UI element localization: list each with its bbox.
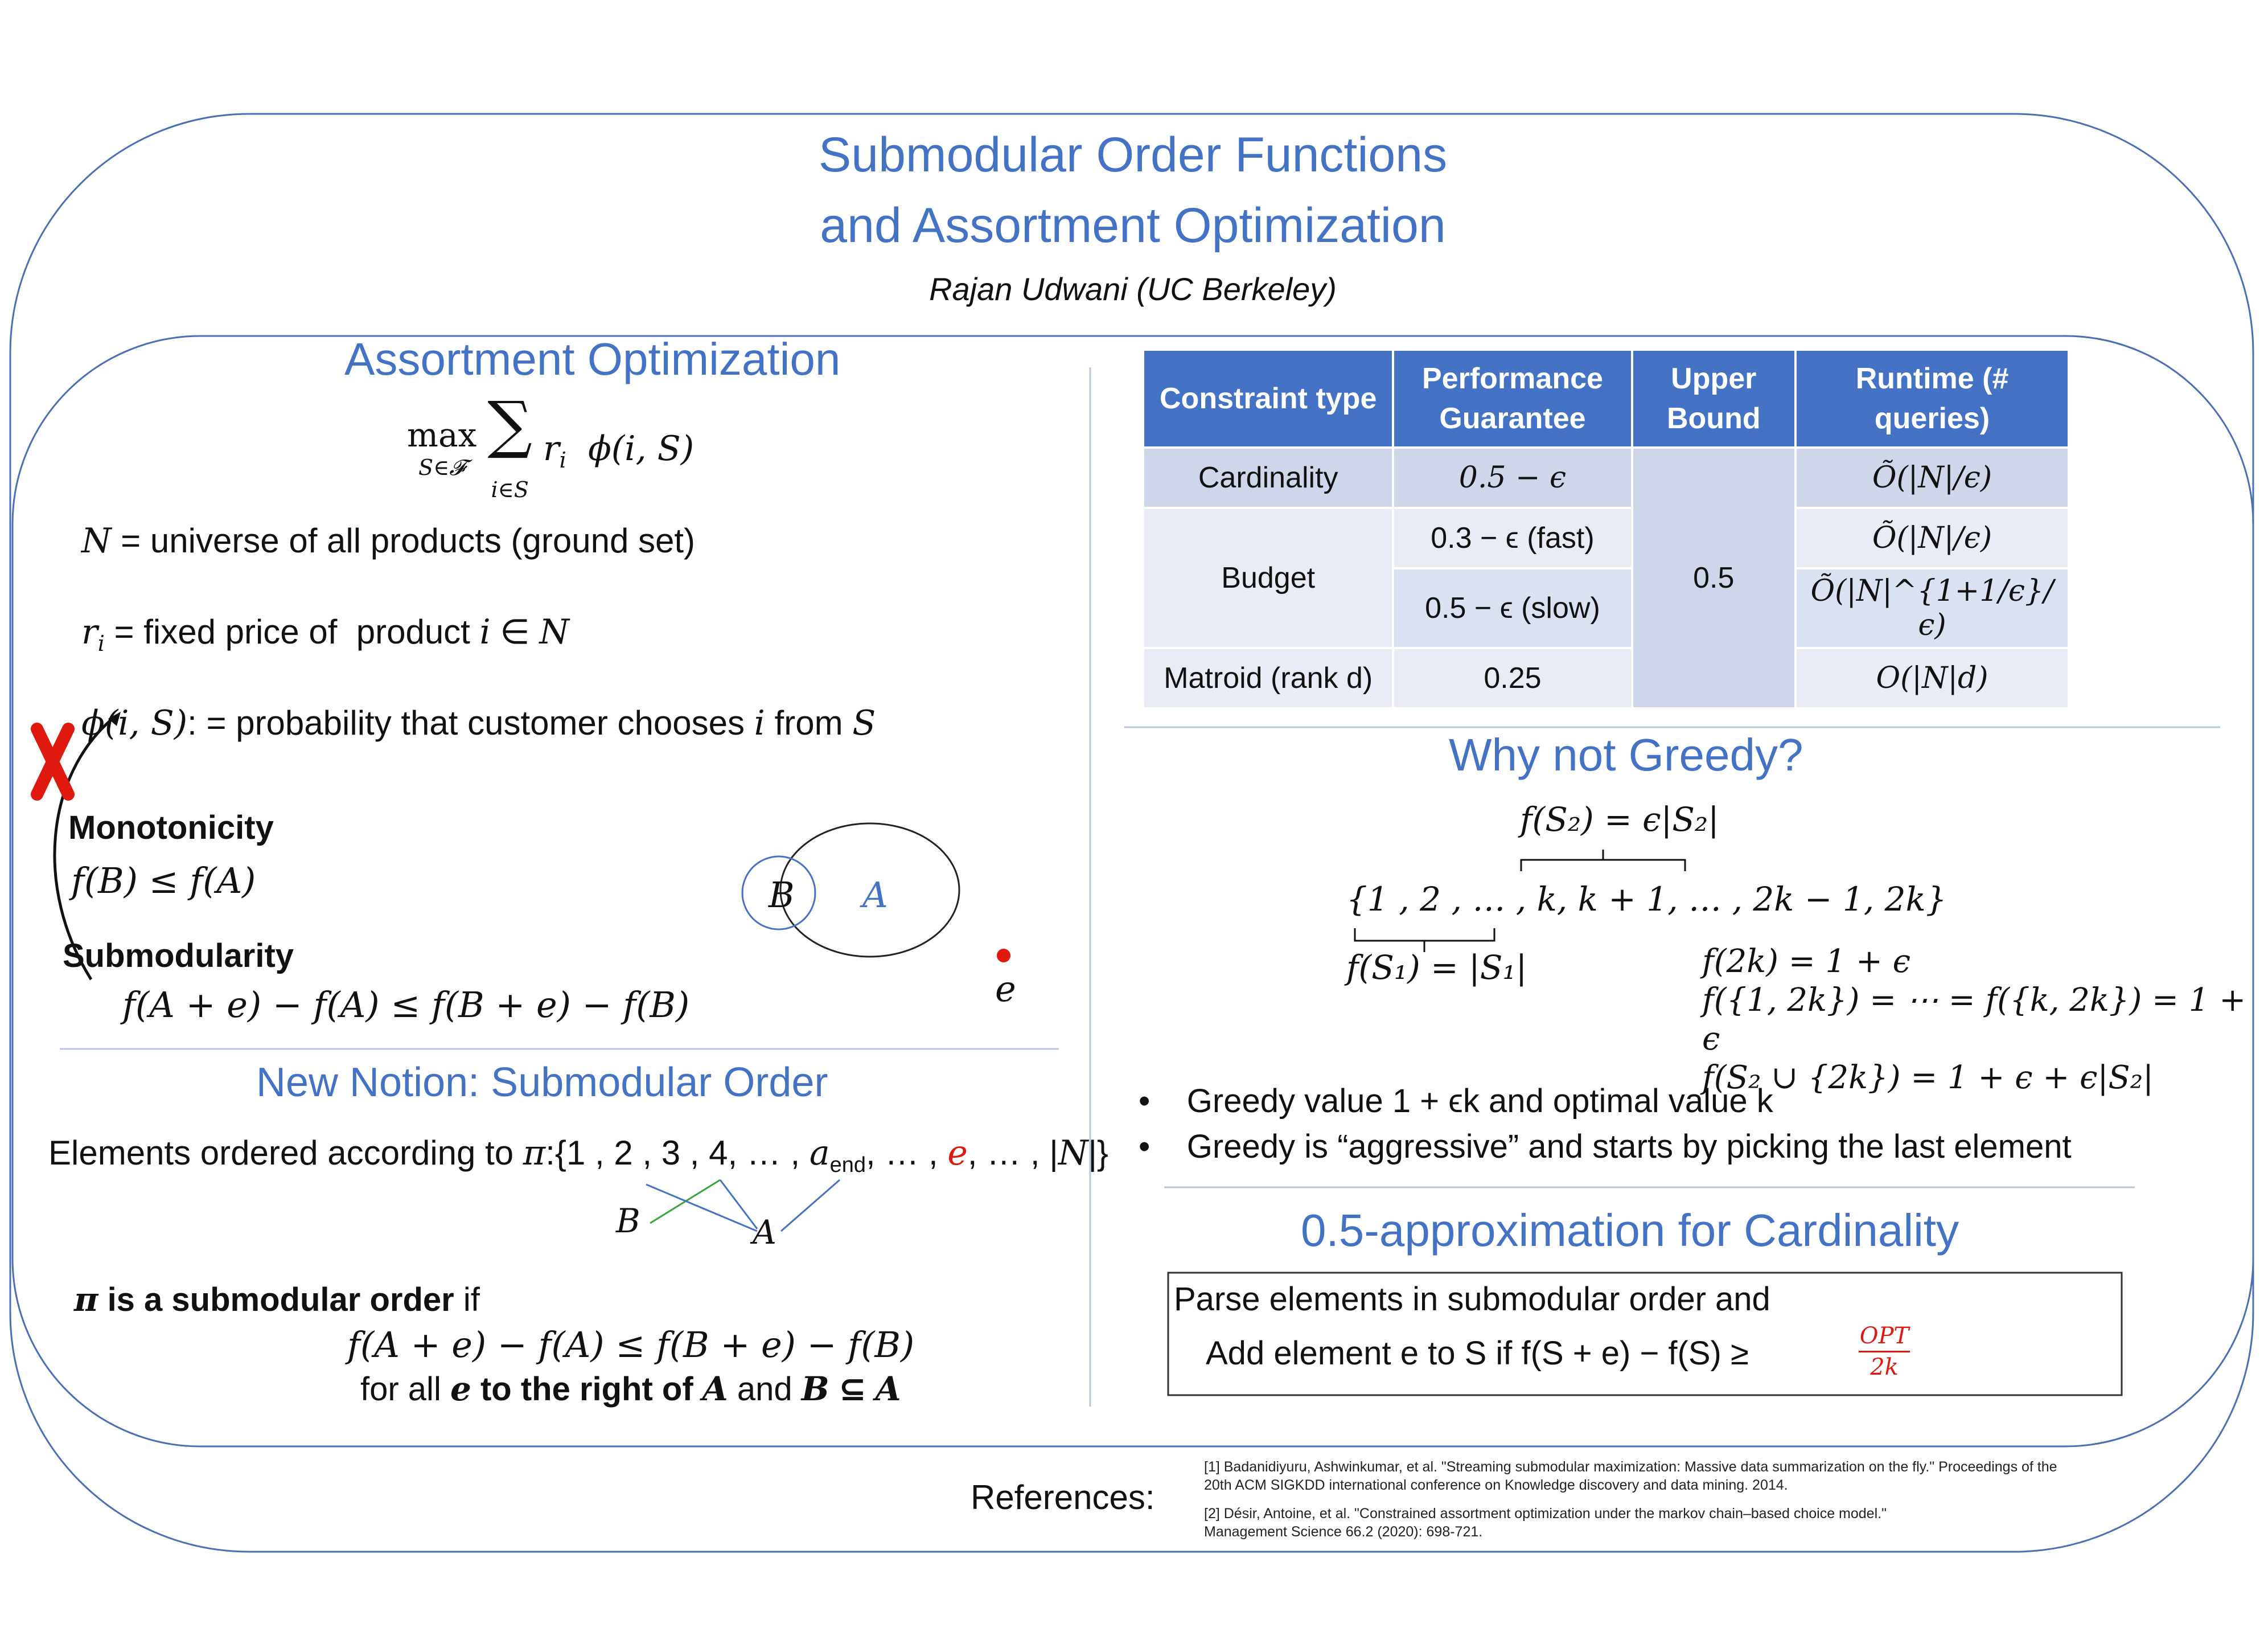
- approx-fraction: [1859, 1321, 1910, 1382]
- table-row: [1143, 448, 2069, 508]
- header-guarantee: Performance Guarantee: [1393, 350, 1632, 448]
- cell-guarantee: 0.3 − ϵ (fast): [1393, 508, 1632, 568]
- submodular-order-def-label: π is a submodular order if: [74, 1280, 480, 1319]
- approx-line-1: Parse elements in submodular order and: [1174, 1281, 1770, 1318]
- table-row: [1143, 508, 2069, 568]
- greedy-eq-3: f(S₂ ∪ {2k}) = 1 + ϵ + ϵ|S₂|: [1702, 1059, 2154, 1096]
- poster-title: [683, 120, 1583, 261]
- venn-label-a: A: [862, 874, 888, 916]
- cell-constraint: Matroid (rank d): [1143, 648, 1393, 708]
- references-label: References:: [971, 1478, 1155, 1516]
- assortment-heading: Assortment Optimization: [344, 334, 841, 384]
- submodular-order-heading: New Notion: Submodular Order: [256, 1060, 828, 1105]
- fraction-numerator: OPT: [1859, 1321, 1910, 1352]
- red-x-icon: [37, 729, 68, 794]
- submodular-order-condition: for all e to the right of A and B ⊆ A: [360, 1370, 901, 1408]
- reference-1: [1] Badanidiyuru, Ashwinkumar, et al. "Streaming submodular maximization: Massive data summarization on the fly." Proceedings of the 20th ACM SIGKDD international conference on Knowledge discovery and data mining. 2014.: [1204, 1459, 2057, 1493]
- greedy-s2-label: f(S₂) = ϵ|S₂|: [1520, 800, 1719, 839]
- greedy-sequence: {1 , 2 , … , k, k + 1, … , 2k − 1, 2k}: [1346, 880, 1947, 919]
- submodular-order-formula: f(A + e) − f(A) ≤ f(B + e) − f(B): [347, 1324, 915, 1366]
- def-probability: ϕ(i, S): = probability that customer chooses i from S: [81, 703, 876, 743]
- cell-upper-bound: 0.5: [1632, 448, 1796, 708]
- approx-heading: 0.5-approximation for Cardinality: [1301, 1205, 1959, 1256]
- cell-guarantee: 0.5 − ϵ (slow): [1393, 568, 1632, 648]
- greedy-bullet-1: • Greedy value 1 + ϵk and optimal value k: [1139, 1083, 1773, 1120]
- cell-runtime: Õ(|N|^{1+1/ϵ}/ϵ): [1796, 568, 2069, 648]
- monotonicity-label: Monotonicity: [68, 809, 274, 846]
- greedy-bullet-2-text: Greedy is “aggressive” and starts by picking the last element: [1186, 1128, 2072, 1165]
- table-header-row: [1143, 350, 2069, 448]
- arrow-aend-to-a: [781, 1180, 840, 1231]
- greedy-heading: Why not Greedy?: [1449, 729, 1803, 780]
- submodularity-label: Submodularity: [63, 937, 294, 974]
- author: Rajan Udwani (UC Berkeley): [929, 271, 1337, 307]
- element-e-dot: [997, 949, 1010, 962]
- greedy-bullet-2: • Greedy is “aggressive” and starts by picking the last element: [1139, 1128, 2072, 1165]
- fraction-denominator: 2k: [1870, 1354, 1899, 1380]
- cell-constraint: Cardinality: [1143, 448, 1393, 508]
- reference-2: [2] Désir, Antoine, et al. "Constrained assortment optimization under the markov chain–based choice model." Management Science 66.2 (2020): 698-721.: [1204, 1506, 1887, 1540]
- cell-constraint: Budget: [1143, 508, 1393, 648]
- arrow-label-a: A: [753, 1213, 776, 1252]
- header-upper-bound: Upper Bound: [1632, 350, 1796, 448]
- def-universe: N = universe of all products (ground set): [81, 521, 696, 561]
- greedy-eq-1: f(2k) = 1 + ϵ: [1702, 943, 1911, 980]
- cell-runtime: Õ(|N|/ϵ): [1796, 448, 2069, 508]
- cell-guarantee: 0.5 − ϵ: [1393, 448, 1632, 508]
- greedy-s1-label: f(S₁) = |S₁|: [1346, 948, 1527, 987]
- greedy-eq-2: f({1, 2k}) = ⋯ = f({k, 2k}) = 1 + ϵ: [1702, 982, 2246, 1057]
- greedy-equations: [1702, 942, 2268, 1097]
- table-row: [1143, 648, 2069, 708]
- cell-runtime: Õ(|N|/ϵ): [1796, 508, 2069, 568]
- title-line-1: Submodular Order Functions: [818, 128, 1448, 182]
- venn-label-b: B: [769, 874, 795, 916]
- ordered-elements: Elements ordered according to π:{1 , 2 , 3 , 4, … , $a_{end}$, … , e, … , |N|}: [48, 1133, 1108, 1177]
- greedy-bullet-1-text: Greedy value 1 + ϵk and optimal value k: [1186, 1083, 1773, 1120]
- arrow-label-b: B: [616, 1202, 640, 1240]
- brace-s2: [1521, 850, 1685, 871]
- submodularity-formula: f(A + e) − f(A) ≤ f(B + e) − f(B): [122, 984, 690, 1026]
- approx-line-2: Add element e to S if f(S + e) − f(S) ≥: [1206, 1335, 1749, 1372]
- title-line-2: and Assortment Optimization: [820, 198, 1446, 253]
- cell-guarantee: 0.25: [1393, 648, 1632, 708]
- cell-runtime: O(|N|d): [1796, 648, 2069, 708]
- outer-frame: [10, 114, 2253, 1552]
- monotonicity-formula: f(B) ≤ f(A): [71, 860, 256, 901]
- header-constraint: Constraint type: [1143, 350, 1393, 448]
- results-table: [1142, 348, 2070, 710]
- def-price: $r_i$ = fixed price of product i ∈ N: [81, 612, 569, 656]
- venn-label-e: e: [995, 968, 1016, 1010]
- objective-formula: max S∈𝓕 ∑ i∈S $r_i$ ϕ(i, S): [407, 388, 695, 502]
- header-runtime: Runtime (# queries): [1796, 350, 2069, 448]
- arrow-3-to-a: [720, 1180, 757, 1229]
